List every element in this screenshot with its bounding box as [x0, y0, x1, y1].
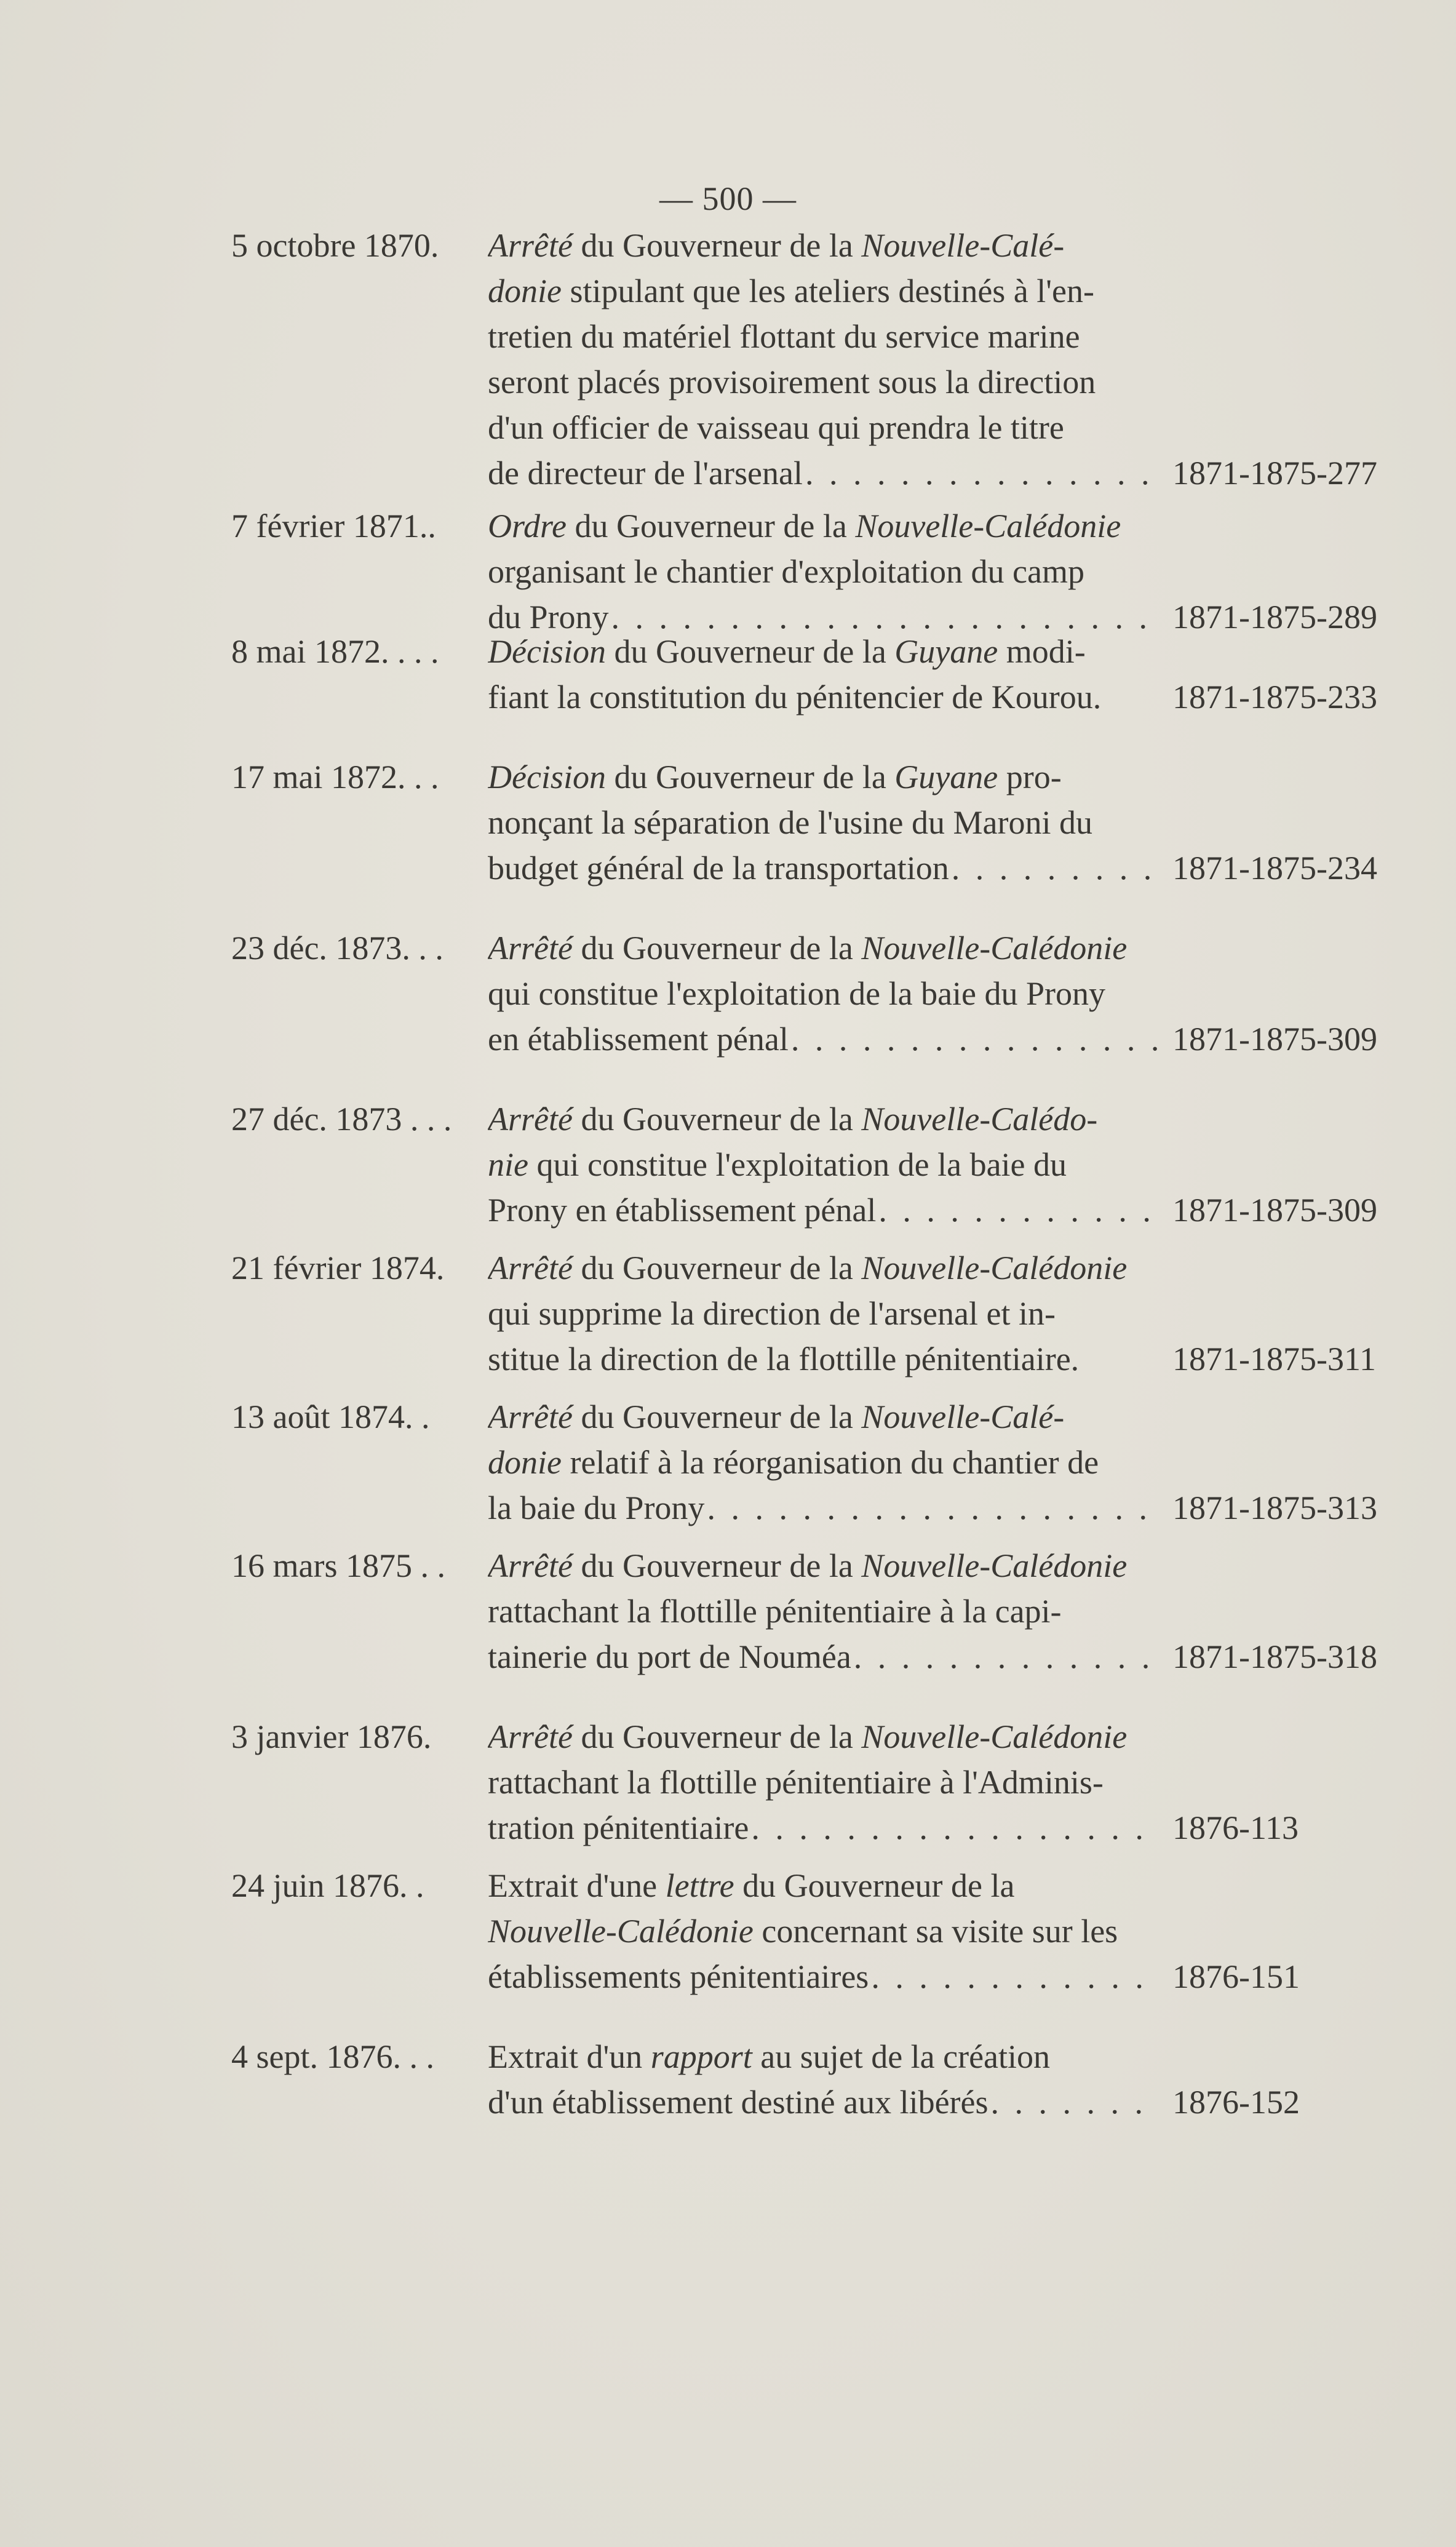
entry-text — [488, 223, 1157, 496]
entry-text — [488, 754, 1157, 891]
entry-reference: 1871-1875-309 — [1172, 1192, 1377, 1229]
entry-reference: 1871-1875-277 — [1172, 455, 1377, 492]
entry-line — [488, 223, 1157, 268]
text-segment: au sujet de la création — [752, 2038, 1051, 2075]
text-segment: du Gouverneur de la — [605, 759, 895, 795]
text-segment: relatif à la réorganisation du chantier de — [561, 1444, 1099, 1481]
text-segment: du Gouverneur de la — [572, 1101, 862, 1138]
text-segment: d'un établissement destiné aux libérés — [488, 2084, 989, 2121]
entry-text — [488, 629, 1157, 720]
text-segment: fiant la constitution du pénitencier de Kourou. — [488, 679, 1102, 715]
entry-line — [488, 1805, 1157, 1851]
italic-term: Nouvelle-Calédonie — [861, 930, 1128, 967]
entry-line — [488, 359, 1157, 405]
dot-leader — [952, 845, 1157, 891]
entry-date: 21 février 1874. — [231, 1250, 445, 1286]
text-segment: du Gouverneur de la — [572, 930, 862, 967]
italic-term: Guyane — [894, 759, 998, 795]
dot-leader — [854, 1634, 1157, 1680]
entry-line — [488, 268, 1157, 314]
italic-term: Arrêté — [488, 1250, 573, 1286]
entry-line — [488, 925, 1157, 971]
dot-leader — [805, 450, 1157, 496]
entry-reference: 1871-1875-233 — [1172, 679, 1377, 715]
entry-date: 4 sept. 1876. . . — [231, 2038, 434, 2075]
entry-reference: 1876-152 — [1172, 2084, 1300, 2121]
entry-line — [488, 1908, 1157, 1954]
italic-term: Arrêté — [488, 930, 573, 967]
italic-term: Arrêté — [488, 1547, 573, 1584]
text-segment: du Gouverneur de la — [572, 1547, 862, 1584]
entry-line — [488, 1863, 1157, 1908]
entry-line — [488, 549, 1157, 594]
entry-text — [488, 2034, 1157, 2125]
italic-term: Nouvelle-Calédonie — [861, 1718, 1128, 1755]
entry-line — [488, 845, 1157, 891]
entry-line — [488, 1760, 1157, 1805]
entry-reference: 1871-1875-318 — [1172, 1638, 1377, 1675]
entry-line — [488, 1016, 1157, 1062]
text-segment: qui constitue l'exploitation de la baie du — [528, 1146, 1067, 1183]
entry-date: 7 février 1871.. — [231, 508, 436, 544]
text-segment: seront placés provisoirement sous la direction — [488, 364, 1096, 401]
entry-reference: 1871-1875-309 — [1172, 1021, 1377, 1058]
entry-line — [488, 1634, 1157, 1680]
italic-term: Guyane — [894, 633, 998, 670]
entry-line — [488, 503, 1157, 549]
italic-term: Arrêté — [488, 227, 573, 264]
entry-line — [488, 1714, 1157, 1760]
entry-line — [488, 1245, 1157, 1291]
text-segment: tretien du matériel flottant du service marine — [488, 318, 1080, 355]
text-segment: Extrait d'une — [488, 1867, 666, 1904]
text-segment: du Gouverneur de la — [572, 1250, 862, 1286]
text-segment: de directeur de l'arsenal — [488, 455, 803, 492]
entry-date: 24 juin 1876. . — [231, 1867, 424, 1904]
text-segment: budget général de la transportation — [488, 850, 949, 887]
italic-term: Nouvelle-Calé- — [861, 1398, 1065, 1435]
italic-term: donie — [488, 1444, 562, 1481]
entry-reference: 1871-1875-313 — [1172, 1489, 1377, 1526]
entry-text — [488, 1394, 1157, 1531]
text-segment: du Gouverneur de la — [572, 227, 862, 264]
entry-line — [488, 674, 1157, 720]
italic-term: Arrêté — [488, 1718, 573, 1755]
entry-line — [488, 1096, 1157, 1142]
text-segment: du Prony — [488, 599, 609, 636]
entry-text — [488, 503, 1157, 640]
entry-date: 5 octobre 1870. — [231, 227, 439, 264]
text-segment: en établissement pénal — [488, 1021, 789, 1058]
entry-date: 16 mars 1875 . . — [231, 1547, 445, 1584]
text-segment: tration pénitentiaire — [488, 1809, 749, 1846]
entry-text — [488, 1863, 1157, 1999]
text-segment: du Gouverneur de la — [734, 1867, 1015, 1904]
entry-reference: 1876-151 — [1172, 1958, 1300, 1995]
italic-term: Nouvelle-Calédo- — [861, 1101, 1098, 1138]
entry-line — [488, 1440, 1157, 1485]
entry-line — [488, 1394, 1157, 1440]
entry-date: 17 mai 1872. . . — [231, 759, 439, 795]
entry-line — [488, 1142, 1157, 1187]
text-segment: du Gouverneur de la — [572, 1398, 862, 1435]
entry-line — [488, 1588, 1157, 1634]
entry-reference: 1871-1875-234 — [1172, 850, 1377, 887]
text-segment: rattachant la flottille pénitentiaire à l'Adminis- — [488, 1764, 1104, 1801]
text-segment: stipulant que les ateliers destinés à l'en- — [561, 273, 1094, 309]
entry-date: 3 janvier 1876. — [231, 1718, 432, 1755]
entry-line — [488, 405, 1157, 450]
entry-reference: 1871-1875-289 — [1172, 599, 1377, 636]
italic-term: donie — [488, 273, 562, 309]
entry-line — [488, 2034, 1157, 2079]
text-segment: établissements pénitentiaires — [488, 1958, 869, 1995]
italic-term: lettre — [665, 1867, 734, 1904]
page-number: — 500 — — [659, 180, 797, 217]
entry-line — [488, 1954, 1157, 1999]
entry-line — [488, 450, 1157, 496]
entry-line — [488, 1187, 1157, 1233]
dot-leader — [878, 1187, 1157, 1233]
dot-leader — [751, 1805, 1157, 1851]
entry-line — [488, 1336, 1157, 1382]
entry-date: 13 août 1874. . — [231, 1398, 430, 1435]
entry-text — [488, 1543, 1157, 1680]
text-segment: Extrait d'un — [488, 2038, 651, 2075]
entry-reference: 1876-113 — [1172, 1809, 1299, 1846]
entry-line — [488, 1485, 1157, 1531]
text-segment: nonçant la séparation de l'usine du Maroni du — [488, 804, 1092, 841]
entry-line — [488, 629, 1157, 674]
text-segment: du Gouverneur de la — [605, 633, 895, 670]
entry-date: 27 déc. 1873 . . . — [231, 1101, 452, 1138]
entry-line — [488, 1291, 1157, 1336]
dot-leader — [791, 1016, 1157, 1062]
italic-term: Décision — [488, 633, 606, 670]
entry-text — [488, 1245, 1157, 1382]
text-segment: Prony en établissement pénal — [488, 1192, 877, 1229]
entry-text — [488, 1096, 1157, 1233]
text-segment: qui constitue l'exploitation de la baie du Prony — [488, 975, 1106, 1012]
italic-term: Ordre — [488, 508, 567, 544]
text-segment: concernant sa visite sur les — [753, 1913, 1118, 1950]
text-segment: pro- — [998, 759, 1062, 795]
text-segment: du Gouverneur de la — [572, 1718, 862, 1755]
text-segment: modi- — [998, 633, 1086, 670]
text-segment: la baie du Prony — [488, 1489, 705, 1526]
entry-line — [488, 314, 1157, 359]
italic-term: Nouvelle-Calédonie — [488, 1913, 754, 1950]
entry-date: 23 déc. 1873. . . — [231, 930, 444, 967]
italic-term: Arrêté — [488, 1101, 573, 1138]
italic-term: rapport — [650, 2038, 752, 2075]
italic-term: Nouvelle-Calédonie — [855, 508, 1121, 544]
text-segment: d'un officier de vaisseau qui prendra le titre — [488, 409, 1064, 446]
italic-term: nie — [488, 1146, 528, 1183]
entry-line — [488, 800, 1157, 845]
entry-line — [488, 754, 1157, 800]
dot-leader — [707, 1485, 1157, 1531]
text-segment: organisant le chantier d'exploitation du camp — [488, 553, 1084, 590]
entry-line — [488, 2079, 1157, 2125]
entry-line — [488, 1543, 1157, 1588]
italic-term: Nouvelle-Calédonie — [861, 1250, 1128, 1286]
text-segment: stitue la direction de la flottille pénitentiaire. — [488, 1341, 1080, 1377]
entry-text — [488, 925, 1157, 1062]
entry-reference: 1871-1875-311 — [1172, 1341, 1376, 1377]
text-segment: qui supprime la direction de l'arsenal et in- — [488, 1295, 1056, 1332]
entry-date: 8 mai 1872. . . . — [231, 633, 439, 670]
entry-line — [488, 971, 1157, 1016]
text-segment: du Gouverneur de la — [567, 508, 856, 544]
text-segment: tainerie du port de Nouméa — [488, 1638, 851, 1675]
entry-text — [488, 1714, 1157, 1851]
italic-term: Nouvelle-Calédonie — [861, 1547, 1128, 1584]
italic-term: Arrêté — [488, 1398, 573, 1435]
text-segment: rattachant la flottille pénitentiaire à la capi- — [488, 1593, 1062, 1630]
dot-leader — [871, 1954, 1157, 1999]
italic-term: Nouvelle-Calé- — [861, 227, 1065, 264]
dot-leader — [991, 2079, 1157, 2125]
italic-term: Décision — [488, 759, 606, 795]
